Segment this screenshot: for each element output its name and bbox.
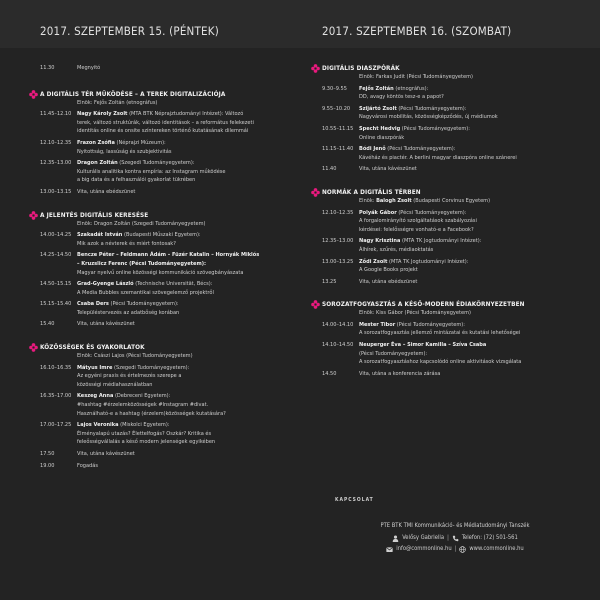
item-title-line: Fejős Zoltán (etnográfus):	[359, 85, 429, 92]
item-time: 13.25	[322, 278, 337, 285]
item-detail-line: identitás online és onsite színtereken történő kutatásának dilemmái	[77, 128, 249, 135]
item-title-line: Dragon Zoltán (Szegedi Tudományegyetem):	[77, 160, 195, 167]
item-detail-line: Kávéház és piactér. A berlini magyar diaszpóra online szánerei	[359, 154, 517, 161]
program-item	[40, 251, 302, 277]
contact-person: Velősy Gabriella	[402, 534, 445, 541]
program-item	[322, 165, 570, 174]
day2-title: 2017. SZEPTEMBER 16. (SZOMBAT)	[322, 24, 512, 38]
item-time: 11.45–12.10	[40, 111, 72, 118]
item-title-line: Vita, utána a konferencia zárása	[359, 370, 441, 377]
speaker-name: Mester Tibor	[359, 321, 396, 328]
program-item	[40, 300, 302, 317]
speaker-name: Mátyus Imre	[77, 364, 113, 371]
item-detail-line: Álhírek, szűrés, médiaoktatás	[359, 246, 434, 253]
item-time: 13.00–13.15	[40, 188, 72, 195]
program-item	[40, 462, 302, 471]
speaker-name: Keszeg Anna	[77, 393, 114, 400]
speaker-name: Szijártó Zsolt	[359, 105, 397, 112]
program-item	[40, 320, 302, 329]
program-item	[40, 364, 302, 390]
person-icon	[392, 535, 399, 542]
contact-org: PTE BTK TMI Kommunikáció- és Médiatudományi Tanszék	[380, 523, 530, 529]
speaker-name: Nagy Krisztina	[359, 238, 401, 245]
item-detail-line: Online diaszpórák	[359, 134, 405, 141]
section-heading: NORMÁK A DIGITÁLIS TÉRBEN	[322, 188, 570, 197]
email-icon	[386, 546, 393, 553]
item-detail-line: Magyar nyelvű online közösségi kommunikáció szövegbányászata	[77, 269, 244, 276]
program-item	[322, 85, 570, 102]
program-item	[322, 105, 570, 122]
speaker-name: Specht Hedvig	[359, 125, 401, 132]
item-title-line: Mester Tibor (Pécsi Tudományegyetem):	[359, 321, 465, 328]
section-heading: SOROZATFOGYASZTÁS A KÉSŐ-MODERN ÉDIAKÖRNYEZETBEN	[322, 300, 570, 309]
program-item	[40, 450, 302, 459]
program-item	[322, 209, 570, 235]
item-time: 12.10–12.35	[40, 139, 72, 146]
program-item	[40, 188, 302, 197]
item-detail-line: kérdései: felelősségre vonható-e a Facebook?	[359, 226, 474, 233]
program-item	[322, 258, 570, 275]
item-title-line: Mátyus Imre (Szegedi Tudományegyetem):	[77, 364, 190, 371]
session-chair: Elnök: Fejős Zoltán (etnográfus)	[77, 99, 158, 106]
item-time: 17.00–17.25	[40, 422, 72, 429]
speaker-name: Bencze Péter – Feldmann Ádám – Füzér Katalin – Hornyák Miklós	[77, 252, 260, 259]
item-time: 12.35–13.00	[40, 160, 72, 167]
item-detail-line: DD, avagy köntös tesz-e a papot?	[359, 94, 444, 101]
item-time: 9.55–10.20	[322, 105, 351, 112]
item-detail-line: terek, változó struktúrák, változó identitások – a református felekezeti	[77, 119, 254, 126]
item-title-line: Polyák Gábor (Pécsi Tudományegyetem):	[359, 209, 467, 216]
program-item	[40, 421, 302, 447]
opening-row: 11.30 Megnyitó	[40, 65, 101, 71]
item-detail-line: Az egyéni praxis és értelmezés szerepe a	[77, 373, 182, 380]
item-time: 14.25–14.50	[40, 252, 72, 259]
section-heading: A JELENTÉS DIGITÁLIS KERESÉSE	[40, 211, 302, 220]
item-title-line: Ződi Zsolt (MTA TK Jogtudományi Intézet):	[359, 258, 469, 265]
item-time: 14.00–14.10	[322, 321, 354, 328]
item-time: 9.30–9.55	[322, 85, 347, 92]
item-title-line: Grad-Gyenge László (Technische Universität, Bécs):	[77, 281, 213, 288]
speaker-name: Dragon Zoltán	[77, 160, 118, 167]
contact-block: PTE BTK TMI Kommunikáció- és Médiatudományi Tanszék Velősy Gabriella | Telefon: (72) 501-561 info@commonline.hu | www.commonline.hu	[380, 521, 530, 556]
item-detail-line: feleősségvállalás a késő modern jelenségek egyikében	[77, 439, 216, 446]
item-detail-line: Nagyvárosi mobilitás, közösségképződés, új médiumok	[359, 114, 498, 121]
contact-phone: Telefon: (72) 501-561	[461, 534, 518, 541]
program-item	[322, 321, 570, 338]
item-title-line: Frazon Zsófia (Néprajzi Múzeum):	[77, 139, 166, 146]
item-time: 15.40	[40, 321, 55, 328]
section-heading: DIGITÁLIS DIASZPÓRÁK	[322, 64, 570, 73]
item-time: 17.50	[40, 451, 55, 457]
speaker-name: Polyák Gábor	[359, 209, 397, 216]
section-heading: A DIGITÁLIS TÉR MŰKÖDÉSE – A TEREK DIGITALIZÁCIÓJA	[40, 90, 302, 99]
item-detail-line: Nyitottság, lassúság és szubjektivitás	[77, 148, 172, 155]
item-title-line	[359, 341, 570, 350]
item-time: 16.35–17.00	[40, 393, 72, 400]
program-item	[322, 237, 570, 254]
item-detail-line: (Pécsi Tudományegyetem):	[359, 350, 428, 357]
item-time: 11.15–11.40	[322, 146, 354, 153]
speaker-name: Frazon Zsófia	[77, 139, 115, 146]
item-time: 16.10–16.35	[40, 364, 72, 371]
item-time: 14.50	[322, 370, 337, 377]
speaker-name: Lajos Veronika	[77, 422, 119, 429]
flower-icon	[311, 64, 320, 73]
item-title-line: Specht Hedvig (Pécsi Tudományegyetem):	[359, 125, 470, 132]
item-detail-line: Mik azok a névterek és miért fontosak?	[77, 240, 176, 247]
program-item	[40, 110, 302, 136]
item-detail-line: Használható-e a hashtag (érzelem)közösségek kutatására?	[77, 410, 226, 417]
item-title-line: Vita, utána ebédszünet	[359, 278, 418, 285]
item-detail-line: Településtervezés az adatbőség korában	[77, 309, 180, 316]
item-detail-line: A sorozatfogyasztás jellemző mintázatai és kutatási lehetőségei	[359, 330, 521, 337]
speaker-name: Szakadát István	[77, 232, 123, 239]
item-detail-line: Kulturális analitika kontra empíria: az Instagram működése	[77, 168, 226, 175]
globe-icon	[459, 546, 466, 553]
item-title-line: Szakadát István (Budapesti Műszaki Egyetem):	[77, 232, 201, 239]
item-title-line: Nagy Károly Zsolt (MTA BTK Néprajztudományi Intézet): Változó	[77, 111, 244, 118]
contact-web[interactable]: www.commonline.hu	[469, 546, 524, 552]
item-time: 15.15–15.40	[40, 301, 72, 308]
item-title-line: Vita, utána kávészünet	[77, 451, 135, 457]
item-detail-line: – Kruzslicz Ferenc (Pécsi Tudományegyetem):	[77, 260, 207, 267]
item-title-line: Vita, utána kávészünet	[77, 321, 135, 328]
section-heading: KÖZÖSSÉGEK ÉS GYAKORLATOK	[40, 343, 302, 352]
program-item	[40, 139, 302, 156]
item-time: 12.35–13.00	[322, 238, 354, 245]
item-time: 12.10–12.35	[322, 209, 354, 216]
item-title-line: Keszeg Anna (Debreceni Egyetem):	[77, 393, 171, 400]
speaker-name: Bódi Jenő	[359, 146, 386, 153]
speaker-name: Fejős Zoltán	[359, 85, 394, 92]
flower-icon	[311, 188, 320, 197]
item-time: 10.55–11.15	[322, 125, 354, 132]
program-item	[40, 280, 302, 297]
contact-label: KAPCSOLAT	[335, 497, 374, 503]
item-detail-line: A Media Bubbles szemantikai szövegelemző projektről	[77, 289, 214, 296]
item-title-line: Fogadás	[77, 462, 98, 469]
program-item	[322, 125, 570, 142]
item-detail-line: Élményalapú utazás? Élettelfogás? Oszkár? Kritika és	[77, 430, 212, 437]
speaker-name: Csaba Ders	[77, 301, 109, 308]
item-time: 14.50–15.15	[40, 281, 72, 288]
program-item	[40, 231, 302, 248]
day1-title: 2017. SZEPTEMBER 15. (PÉNTEK)	[40, 24, 219, 38]
speaker-name: Ződi Zsolt	[359, 258, 388, 265]
item-title-line: Vita, utána kávészünet	[359, 166, 417, 173]
item-time: 14.10–14.50	[322, 342, 354, 349]
program-item	[322, 145, 570, 162]
contact-email[interactable]: info@commonline.hu	[396, 546, 452, 552]
program-day1	[40, 64, 302, 473]
item-detail-line: A Google Books projekt	[359, 267, 418, 274]
program-day2	[322, 64, 570, 381]
phone-icon	[452, 535, 459, 542]
item-detail-line: a big data és a felhasználói gyakorlat tükrében	[77, 177, 196, 184]
item-title-line: Csaba Ders (Pécsi Tudományegyetem):	[77, 301, 179, 308]
program-item	[322, 370, 570, 379]
item-title-line: Nagy Krisztina (MTA TK Jogtudományi Intézet):	[359, 238, 482, 245]
item-time: 14.00–14.25	[40, 232, 72, 239]
session-chair: Elnök: Császi Lajos (Pécsi Tudományegyetem)	[77, 353, 193, 360]
flower-icon	[29, 343, 38, 352]
program-item	[40, 392, 302, 418]
item-title-line: Bódi Jenő (Pécsi Tudományegyetem):	[359, 146, 456, 153]
session-chair: Elnök: Balogh Zsolt (Budapesti Corvinus Egyetem)	[359, 197, 491, 204]
item-title-line: Vita, utána ebédszünet	[77, 188, 136, 195]
session-chair: Elnök: Dragon Zoltán (Szegedi Tudományegyetem)	[77, 220, 206, 227]
item-time: 19.00	[40, 462, 55, 469]
item-title-line	[77, 251, 302, 260]
session-chair: Elnök: Farkas Judit (Pécsi Tudományegyetem)	[359, 74, 473, 80]
flower-icon	[29, 211, 38, 220]
speaker-name: Neuperger Éva – Simor Kamilla – Szíva Csaba	[359, 342, 487, 349]
item-title-line: Szijártó Zsolt (Pécsi Tudományegyetem):	[359, 105, 467, 112]
program-item	[322, 278, 570, 287]
program-item	[322, 341, 570, 367]
item-detail-line: A sorozatfogyasztáshoz kapcsolódó online aktivitások vizsgálata	[359, 359, 522, 366]
speaker-name: Nagy Károly Zsolt	[77, 111, 128, 118]
program-item	[40, 159, 302, 185]
flower-icon	[29, 90, 38, 99]
flower-icon	[311, 300, 320, 309]
item-detail-line: közösségi médiahasználatban	[77, 381, 153, 388]
item-time: 13.00–13.25	[322, 258, 354, 265]
item-detail-line: A forgalomirányító szolgáltatások szabályozási	[359, 218, 477, 225]
session-chair: Elnök: Kiss Gábor (Pécsi Tudományegyetem)	[359, 310, 471, 317]
item-time: 11.40	[322, 166, 337, 173]
speaker-name: Grad-Gyenge László	[77, 281, 134, 288]
item-title-line: Lajos Veronika (Miskolci Egyetem):	[77, 422, 170, 429]
item-detail-line: #hashtag #érzelemközösségek #Instagram #divat.	[77, 402, 209, 409]
